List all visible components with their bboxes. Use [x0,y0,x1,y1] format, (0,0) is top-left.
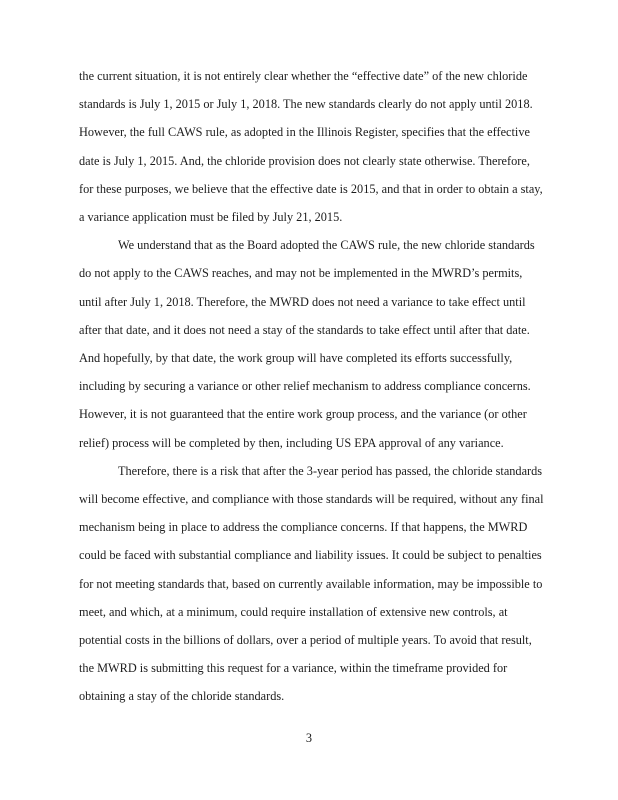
paragraph-board-adoption: We understand that as the Board adopted the CAWS rule, the new chloride standards do not apply to the CAWS reaches, and may not be implemented in the MWRD’s permits, until after July 1, 2018. Therefore, the MWRD does not need a variance to take effect until after that date, and it does not need a stay of the standards to take effect until after that date. And hopefully, by that date, the work group will have completed its efforts successfully, including by securing a variance or other relief mechanism to address compliance concerns. However, it is not guaranteed that the entire work group process, and the variance (or other relief) process will be completed by then, including US EPA approval of any variance. [79,238,535,450]
paragraph-risk-and-request: Therefore, there is a risk that after the 3-year period has passed, the chloride standards will become effective, and compliance with those standards will be required, without any final mechanism being in place to address the compliance concerns. If that happens, the MWRD could be faced with substantial compliance and liability issues. It could be subject to penalties for not meeting standards that, based on currently available information, may be impossible to meet, and which, at a minimum, could require installation of extensive new controls, at potential costs in the billions of dollars, over a period of multiple years. To avoid that result, the MWRD is submitting this request for a variance, within the timeframe provided for obtaining a stay of the chloride standards. [79,463,544,704]
paragraph-effective-date: the current situation, it is not entirely clear whether the “effective date” of the new chloride standards is July 1, 2015 or July 1, 2018. The new standards clearly do not apply until 2018. However, the full CAWS rule, as adopted in the Illinois Register, specifies that the effective date is July 1, 2015. And, the chloride provision does not clearly state otherwise. Therefore, for these purposes, we believe that the effective date is 2015, and that in order to obtain a stay, a variance application must be filed by July 21, 2015. [79,69,543,225]
body-text [79,62,545,711]
page-number: 3 [305,731,313,745]
